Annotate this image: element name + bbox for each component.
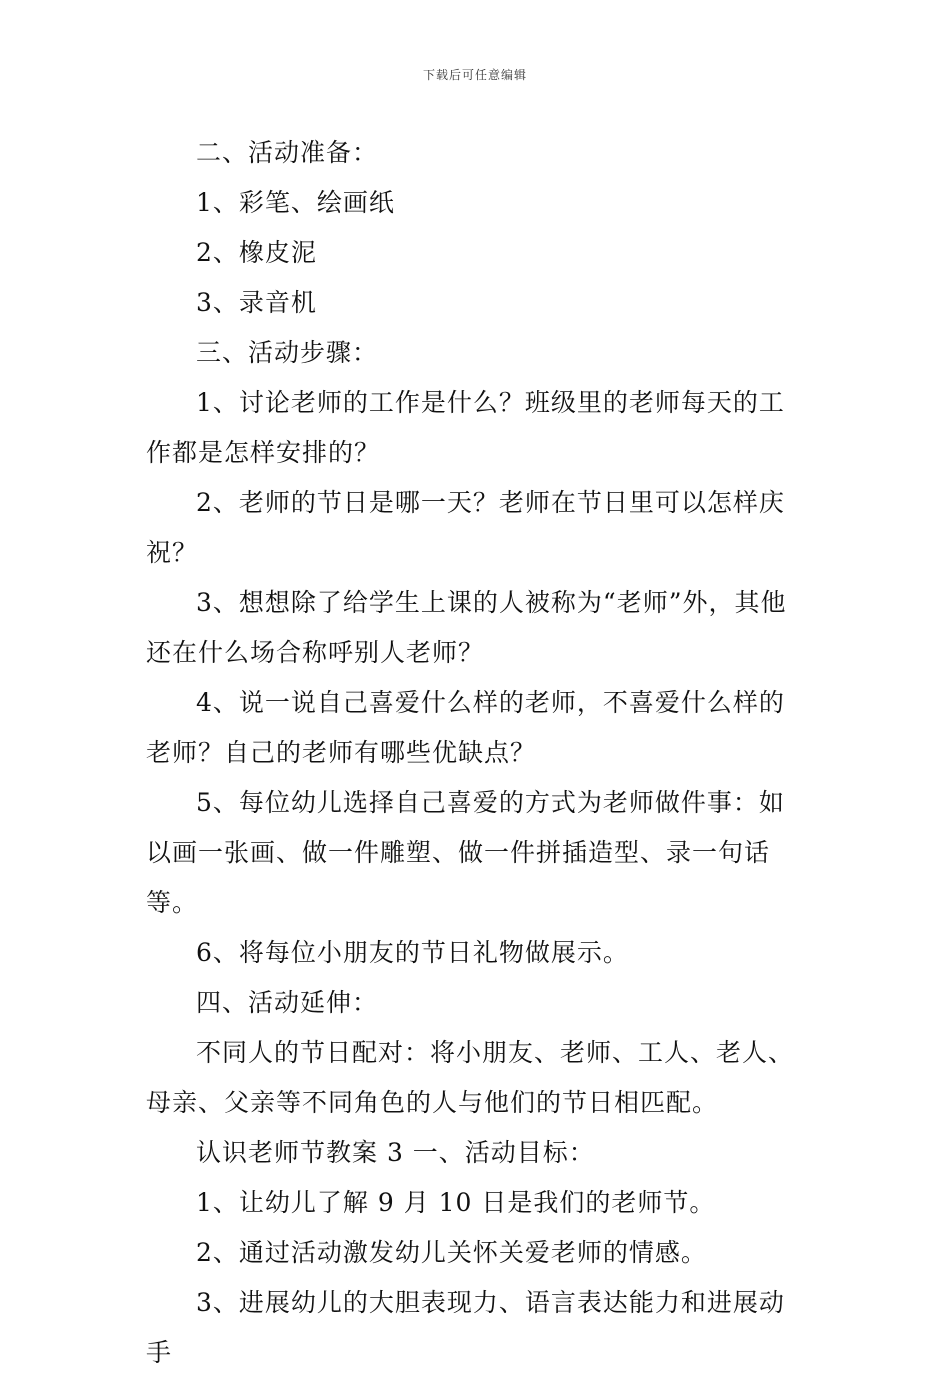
paragraph-list-item: 6、将每位小朋友的节日礼物做展示。: [196, 938, 629, 967]
paragraph-section-heading: 三、活动步骤：: [196, 338, 379, 367]
paragraph-list-item: 1、彩笔、绘画纸: [196, 188, 395, 217]
paragraph-section-heading: 二、活动准备：: [196, 138, 379, 167]
paragraph-list-item: 5、每位幼儿选择自己喜爱的方式为老师做件事：如以画一张画、做一件雕塑、做一件拼插造型、录一句话等。: [146, 788, 785, 917]
paragraph-section-heading: 认识老师节教案 3 一、活动目标：: [196, 1138, 595, 1167]
paragraph-list-item: 1、讨论老师的工作是什么？班级里的老师每天的工作都是怎样安排的？: [146, 388, 785, 467]
paragraph-section-heading: 四、活动延伸：: [196, 988, 379, 1017]
page-header: 下载后可任意编辑: [422, 68, 527, 82]
document-body: [146, 128, 810, 1378]
paragraph-list-item: 2、通过活动激发幼儿关怀关爱老师的情感。: [196, 1238, 707, 1267]
paragraph-list-item: 1、让幼儿了解 9 月 10 日是我们的老师节。: [196, 1188, 716, 1217]
paragraph-body: 不同人的节日配对：将小朋友、老师、工人、老人、母亲、父亲等不同角色的人与他们的节日相匹配。: [146, 1038, 795, 1117]
paragraph-list-item: 2、橡皮泥: [196, 238, 317, 267]
paragraph-list-item: 4、说一说自己喜爱什么样的老师，不喜爱什么样的老师？自己的老师有哪些优缺点？: [146, 688, 785, 767]
paragraph-list-item: 3、录音机: [196, 288, 317, 317]
paragraph-list-item: 2、老师的节日是哪一天？老师在节日里可以怎样庆祝？: [146, 488, 785, 567]
paragraph-list-item: 3、进展幼儿的大胆表现力、语言表达能力和进展动手: [146, 1288, 785, 1367]
paragraph-list-item: 3、想想除了给学生上课的人被称为“老师”外，其他还在什么场合称呼别人老师？: [146, 588, 787, 667]
